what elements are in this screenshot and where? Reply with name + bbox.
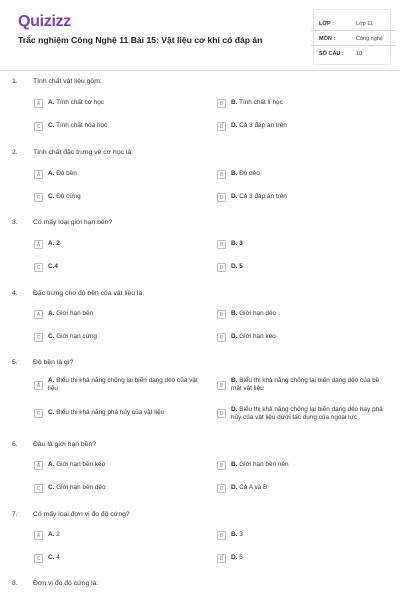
option-key: D. <box>231 333 238 340</box>
option-a[interactable] <box>34 170 204 179</box>
option-text: Biểu thị khả năng chống lại biến dạng dẻo của vật liệu <box>48 377 198 392</box>
meta-label: LỚP : <box>319 21 334 27</box>
option-b[interactable] <box>217 99 387 108</box>
option-letter-box: B <box>217 240 226 249</box>
option-text: 5 <box>239 263 243 270</box>
option-text: Giới hạn cứng <box>56 333 97 340</box>
option-text: Độ dẻo <box>239 170 260 177</box>
option-key: C. <box>48 122 55 129</box>
option-d[interactable] <box>217 193 387 202</box>
option-text: Tính chất hóa học <box>56 122 108 129</box>
option-c[interactable] <box>34 333 204 342</box>
question-number: 5. <box>12 359 18 366</box>
option-c[interactable] <box>34 263 204 272</box>
option-text: 4 <box>54 263 58 270</box>
option-letter-box: D <box>217 263 226 272</box>
meta-value: 10 <box>356 51 363 57</box>
option-text: Cả A và B <box>239 484 268 491</box>
option-letter-box: A <box>34 461 43 470</box>
option-key: A. <box>48 531 55 538</box>
option-letter-box: B <box>217 461 226 470</box>
option-key: A. <box>48 99 55 106</box>
option-d[interactable] <box>217 484 387 493</box>
question-text: Đâu là giới hạn bền? <box>33 441 97 448</box>
option-letter-box: D <box>217 484 226 493</box>
option-text: Độ bền <box>56 170 77 177</box>
option-text: Độ cứng <box>56 193 81 200</box>
option-text: Tính chất lí học <box>239 99 283 106</box>
option-letter-box: C <box>34 484 43 493</box>
option-letter-box: A <box>34 240 43 249</box>
question-number: 6. <box>12 441 18 448</box>
option-letter-box: C <box>34 263 43 272</box>
option-d[interactable] <box>217 263 387 272</box>
option-a[interactable] <box>34 531 204 540</box>
question-number: 3. <box>12 219 18 226</box>
option-text: Cả 3 đáp án trên <box>239 122 287 129</box>
meta-value: Công nghệ <box>356 36 383 42</box>
option-key: A. <box>48 461 55 468</box>
option-key: C. <box>48 554 55 561</box>
option-a[interactable] <box>34 377 206 393</box>
option-letter-box: D <box>217 409 226 418</box>
header-divider <box>0 70 400 71</box>
option-text: Giới hạn bền kéo <box>56 461 106 468</box>
option-letter-box: C <box>34 193 43 202</box>
meta-row-class <box>311 16 396 31</box>
option-a[interactable] <box>34 99 204 108</box>
meta-value: Lớp 11 <box>356 21 373 27</box>
option-key: B. <box>231 310 238 317</box>
option-key: B. <box>231 377 238 384</box>
option-text: 2 <box>56 531 60 538</box>
option-text: 3 <box>239 240 243 247</box>
question-number: 2. <box>12 149 18 156</box>
question-text: Có mấy loại đơn vị đo độ cứng? <box>33 511 130 518</box>
option-text: Giới hạn bền nén <box>239 461 289 468</box>
option-text: Giới hạn dẻo <box>239 310 277 317</box>
option-b[interactable] <box>217 377 389 393</box>
option-d[interactable] <box>217 406 389 422</box>
option-text: Biểu thị khả năng phá hủy của vật liệu <box>56 409 165 416</box>
option-letter-box: D <box>217 122 226 131</box>
option-letter-box: A <box>34 531 43 540</box>
option-letter-box: D <box>217 333 226 342</box>
question-text: Có mấy loại giới hạn bền? <box>33 219 113 226</box>
option-d[interactable] <box>217 333 387 342</box>
option-key: D. <box>231 406 238 413</box>
option-key: C. <box>48 263 55 270</box>
question-text: Tính chất vật liệu gồm: <box>33 78 102 85</box>
option-key: D. <box>231 484 238 491</box>
option-b[interactable] <box>217 240 387 249</box>
option-c[interactable] <box>34 409 206 418</box>
question-text: Đơn vị đo độ cứng là: <box>33 580 99 587</box>
option-d[interactable] <box>217 554 387 563</box>
option-text: 3 <box>239 531 243 538</box>
option-text: Giới hạn bền <box>56 310 94 317</box>
option-b[interactable] <box>217 461 387 470</box>
quizizz-logo: Quizizz <box>18 13 72 30</box>
option-key: D. <box>231 263 238 270</box>
option-key: D. <box>231 554 238 561</box>
option-letter-box: B <box>217 381 226 390</box>
option-letter-box: D <box>217 554 226 563</box>
option-letter-box: C <box>34 554 43 563</box>
option-text: Giới hạn kéo <box>239 333 276 340</box>
option-b[interactable] <box>217 170 387 179</box>
meta-label: MÔN : <box>319 36 336 42</box>
option-letter-box: A <box>34 99 43 108</box>
option-letter-box: B <box>217 310 226 319</box>
option-a[interactable] <box>34 240 204 249</box>
option-key: B. <box>231 240 238 247</box>
option-key: A. <box>48 170 55 177</box>
option-letter-box: C <box>34 122 43 131</box>
option-key: C. <box>48 484 55 491</box>
question-text: Độ bền là gì? <box>33 359 74 366</box>
meta-table <box>311 16 396 61</box>
option-key: C. <box>48 193 55 200</box>
option-b[interactable] <box>217 310 387 319</box>
question-text: Đặc trưng cho độ bền của vật liệu là: <box>33 290 145 297</box>
option-text: 2 <box>56 240 60 247</box>
option-key: D. <box>231 193 238 200</box>
page-header <box>8 8 392 68</box>
option-c[interactable] <box>34 554 204 563</box>
option-key: B. <box>231 461 238 468</box>
option-key: D. <box>231 122 238 129</box>
option-c[interactable] <box>34 193 204 202</box>
option-c[interactable] <box>34 122 204 131</box>
question-number: 7. <box>12 511 18 518</box>
option-text: Biểu thị khả năng chống lại biến dạng dẻo của bề mặt vật liệu <box>231 377 380 392</box>
option-text: Cả 3 đáp án trên <box>239 193 287 200</box>
meta-label: SỐ CÂU : <box>319 51 344 57</box>
option-key: B. <box>231 170 238 177</box>
option-b[interactable] <box>217 531 387 540</box>
question-number: 4. <box>12 290 18 297</box>
option-letter-box: D <box>217 193 226 202</box>
question-text: Tính chất đặc trưng về cơ học là: <box>33 149 134 156</box>
option-key: A. <box>48 240 55 247</box>
option-text: Biểu thị khả năng chống lại biến dạng dẻo hay phá hủy của vật liệu dưới tác dụng của ngoại lực <box>231 406 383 421</box>
option-letter-box: A <box>34 170 43 179</box>
option-letter-box: B <box>217 531 226 540</box>
option-key: A. <box>48 310 55 317</box>
option-key: C. <box>48 409 55 416</box>
question-number: 8. <box>12 580 18 587</box>
option-key: C. <box>48 333 55 340</box>
option-a[interactable] <box>34 461 204 470</box>
option-letter-box: C <box>34 409 43 418</box>
option-c[interactable] <box>34 484 204 493</box>
option-text: 4 <box>56 554 60 561</box>
option-letter-box: B <box>217 99 226 108</box>
option-letter-box: C <box>34 333 43 342</box>
option-key: A. <box>48 377 55 384</box>
option-letter-box: A <box>34 310 43 319</box>
meta-row-count <box>311 46 396 61</box>
option-letter-box: B <box>217 170 226 179</box>
option-key: B. <box>231 531 238 538</box>
option-letter-box: A <box>34 381 43 390</box>
option-text: Giới hạn bền dẻo <box>56 484 106 491</box>
question-number: 1. <box>12 78 18 85</box>
page-title: Trắc nghiệm Công Nghệ 11 Bài 15: Vật liệu cơ khí có đáp án <box>18 35 263 45</box>
option-key: B. <box>231 99 238 106</box>
option-a[interactable] <box>34 310 204 319</box>
option-d[interactable] <box>217 122 387 131</box>
option-text: Tính chất cơ học <box>56 99 104 106</box>
option-text: 5 <box>239 554 243 561</box>
meta-row-subject <box>311 31 396 46</box>
